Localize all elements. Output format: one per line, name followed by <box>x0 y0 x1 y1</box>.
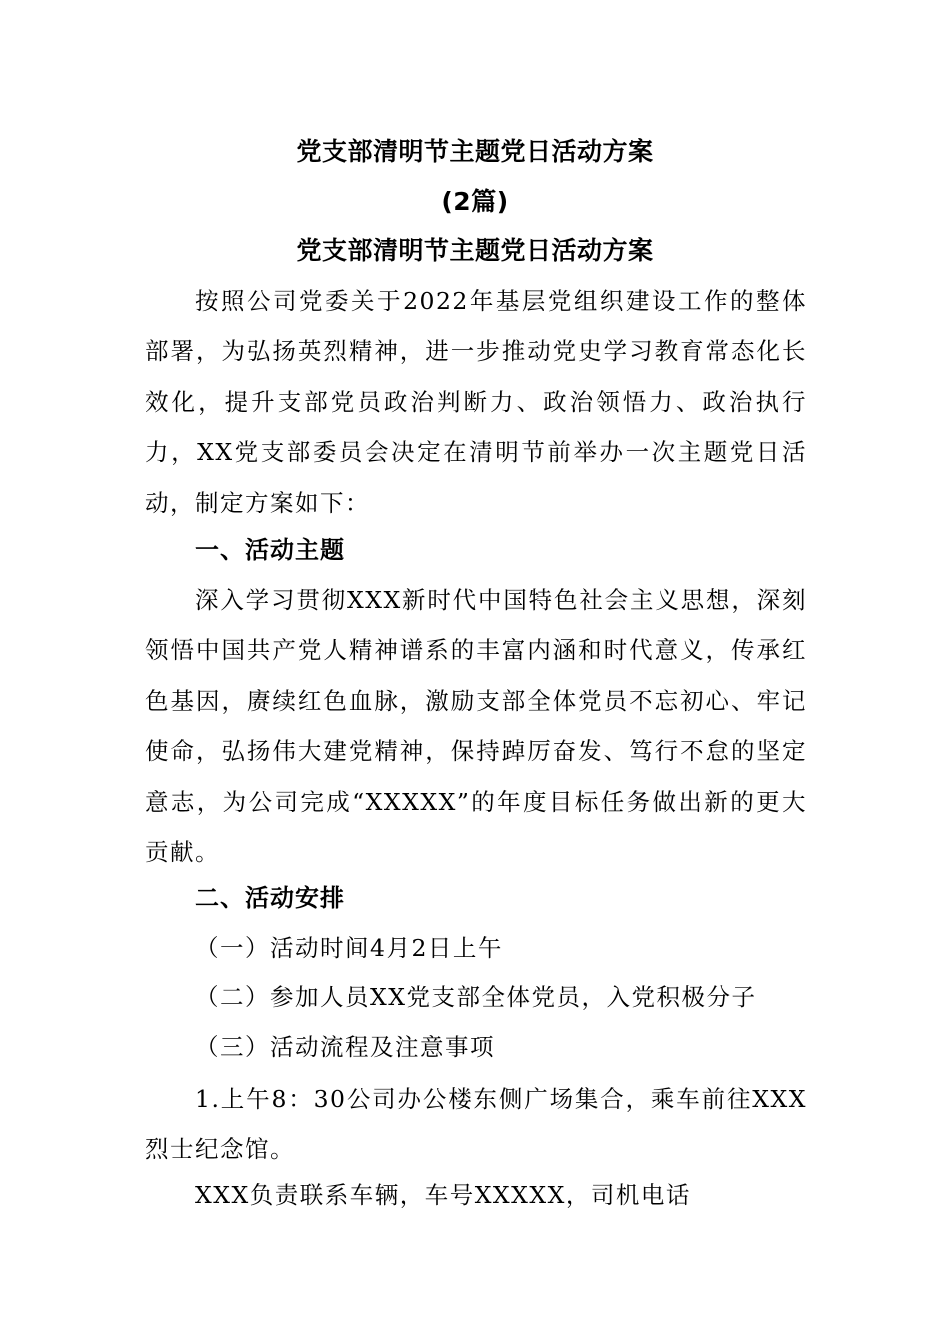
heading-activity-arrangement: 二、活动安排 <box>195 884 345 912</box>
intro-paragraph: 按照公司党委关于2022年基层党组织建设工作的整体部署，为弘扬英烈精神，进一步推动党史学习教育常态化长效化，提升支部党员政治判断力、政治领悟力、政治执行力，XX党支部委员会决定在清明节前举办一次主题党日活动，制定方案如下： <box>145 287 807 517</box>
heading-activity-theme: 一、活动主题 <box>195 536 345 564</box>
item-process-notes: （三）活动流程及注意事项 <box>195 1033 495 1061</box>
theme-paragraph: 深入学习贯彻XXX新时代中国特色社会主义思想，深刻领悟中国共产党人精神谱系的丰富内涵和时代意义，传承红色基因，赓续红色血脉，激励支部全体党员不忘初心、牢记使命，弘扬伟大建党精神，保持踔厉奋发、笃行不怠的坚定意志，为公司完成“XXXXX”的年度目标任务做出新的更大贡献。 <box>145 586 807 867</box>
document-subtitle: (2篇) <box>441 187 509 216</box>
section-title: 党支部清明节主题党日活动方案 <box>296 236 654 265</box>
step-gathering: 1.上午8：30公司办公楼东侧广场集合，乘车前往XXX烈士纪念馆。 <box>145 1085 807 1164</box>
item-participants: （二）参加人员XX党支部全体党员，入党积极分子 <box>195 983 757 1011</box>
document-title: 党支部清明节主题党日活动方案 <box>296 137 654 166</box>
item-activity-time: （一）活动时间4月2日上午 <box>195 934 503 962</box>
vehicle-contact: XXX负责联系车辆，车号XXXXX，司机电话 <box>195 1181 691 1209</box>
